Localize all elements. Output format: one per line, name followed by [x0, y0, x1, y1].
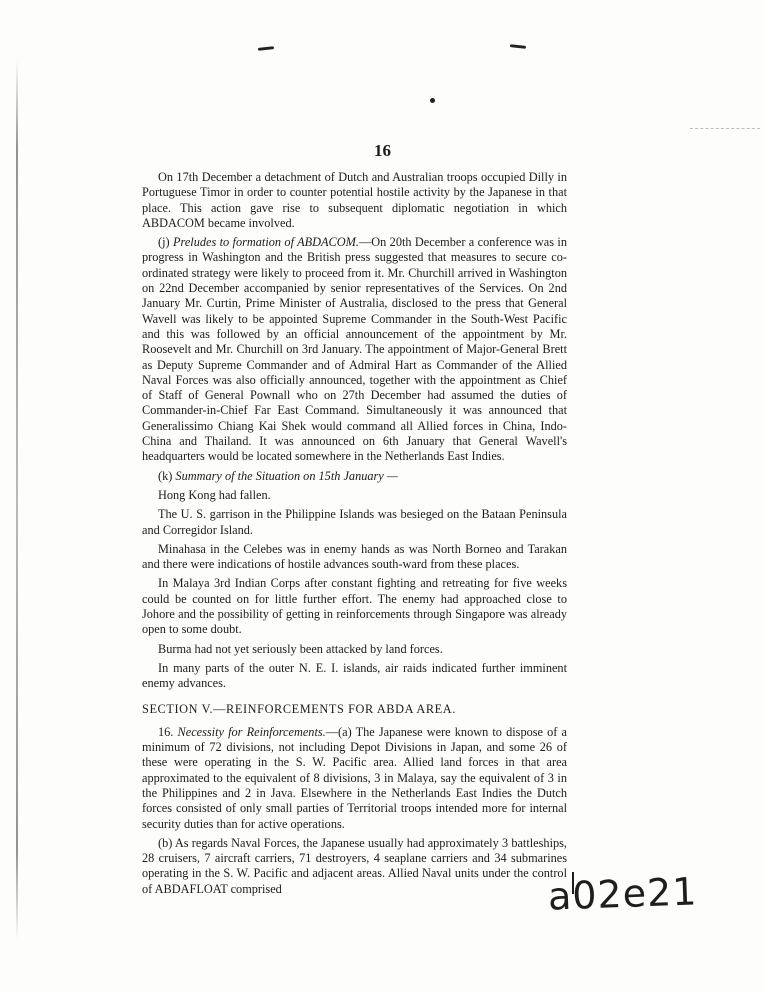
- summary-item: Burma had not yet seriously been attacked by land forces.: [158, 641, 443, 656]
- naval-paragraph: (b) As regards Naval Forces, the Japanese usually had approximately 3 battleships, 28 cruisers, 7 aircraft carriers, 71 destroyers, 4 seaplane carriers and 34 submarines operating in the S. W. Pacific and adjacent areas. Allied Naval units under the control of ABDAFLOAT comprised: [142, 835, 567, 896]
- necessity-paragraph: [142, 725, 567, 832]
- summary-item: In Malaya 3rd Indian Corps after constant fighting and retreating for five weeks could be counted on for little further effort. The enemy had approached close to Johore and the possibility of getting in reinforcements through Singapore was already open to some doubt.: [142, 576, 567, 637]
- necessity-label: 16.: [158, 724, 178, 739]
- handwritten-annotation: a02e21: [547, 869, 699, 919]
- summary-item: In many parts of the outer N. E. I. islands, air raids indicated further imminent enemy advances.: [142, 660, 567, 691]
- preludes-paragraph: [142, 235, 567, 464]
- summary-heading: Summary of the Situation on 15th January —: [175, 468, 398, 483]
- scan-dot: [430, 98, 435, 103]
- scan-mark-right: [510, 44, 526, 49]
- preludes-body: —On 20th December a conference was in progress in Washington and the British press suggested that measures to secure co-ordinated strategy were likely to proceed from it. Mr. Churchill arrived in Washington on 22nd December accompanied by senior representatives of the Services. On 2nd January Mr. Curtin, Prime Minister of Australia, disclosed to the press that General Wavell was likely to be appointed Supreme Commander in the South-West Pacific and this was followed by an official announcement of the appointment by Mr. Roosevelt and Mr. Churchill on 3rd January. The appointment of Major-General Brett as Deputy Supreme Commander and of Admiral Hart as Commander of the Allied Naval Forces was also officially announced, together with the appointment as Chief of Staff of General Pownall who on 27th December had assumed the duties of Commander-in-Chief Far East Command. Simultaneously it was announced that Generalissimo Chiang Kai Shek would command all Allied forces in China, Indo-China and Thailand. It was announced on 6th January that General Wavell's headquarters would be located somewhere in the Netherlands East Indies.: [142, 235, 567, 464]
- scan-mark-left: [258, 46, 274, 51]
- preludes-label: (j): [158, 235, 173, 250]
- summary-heading-paragraph: [142, 469, 567, 484]
- intro-paragraph: On 17th December a detachment of Dutch and Australian troops occupied Dilly in Portuguese Timor in order to counter potential hostile activity by the Japanese in that place. This action gave rise to subsequent diplomatic negotiation in which ABDACOM became involved.: [142, 170, 567, 230]
- necessity-body: —(a) The Japanese were known to dispose of a minimum of 72 divisions, not including Depot Divisions in Japan, and some 26 of these were operating in the S. W. Pacific area. Allied land forces in that area approximated to the equivalent of 8 divisions, 3 in Malaya, say the equivalent of 3 in the Philippines and 2 in Java. Elsewhere in the Netherlands East Indies the Dutch forces consisted of only small parties of Territorial troops intended more for internal security duties than for active operations.: [142, 724, 568, 831]
- necessity-heading: Necessity for Reinforcements.: [177, 724, 326, 739]
- summary-label: (k): [158, 468, 176, 483]
- summary-item: Minahasa in the Celebes was in enemy hands as was North Borneo and Tarakan and there were indications of hostile advances south-ward from these places.: [142, 541, 567, 572]
- scan-binding-edge: [16, 60, 18, 940]
- page-number: 16: [374, 141, 391, 160]
- scan-dashes: [690, 128, 760, 129]
- preludes-heading: Preludes to formation of ABDACOM.: [172, 235, 359, 250]
- summary-item: The U. S. garrison in the Philippine Islands was besieged on the Bataan Peninsula and Corregidor Island.: [142, 507, 567, 537]
- section-heading: SECTION V.—REINFORCEMENTS FOR ABDA AREA.: [142, 701, 456, 716]
- document-body: [142, 170, 567, 901]
- summary-item: Hong Kong had fallen.: [158, 487, 271, 502]
